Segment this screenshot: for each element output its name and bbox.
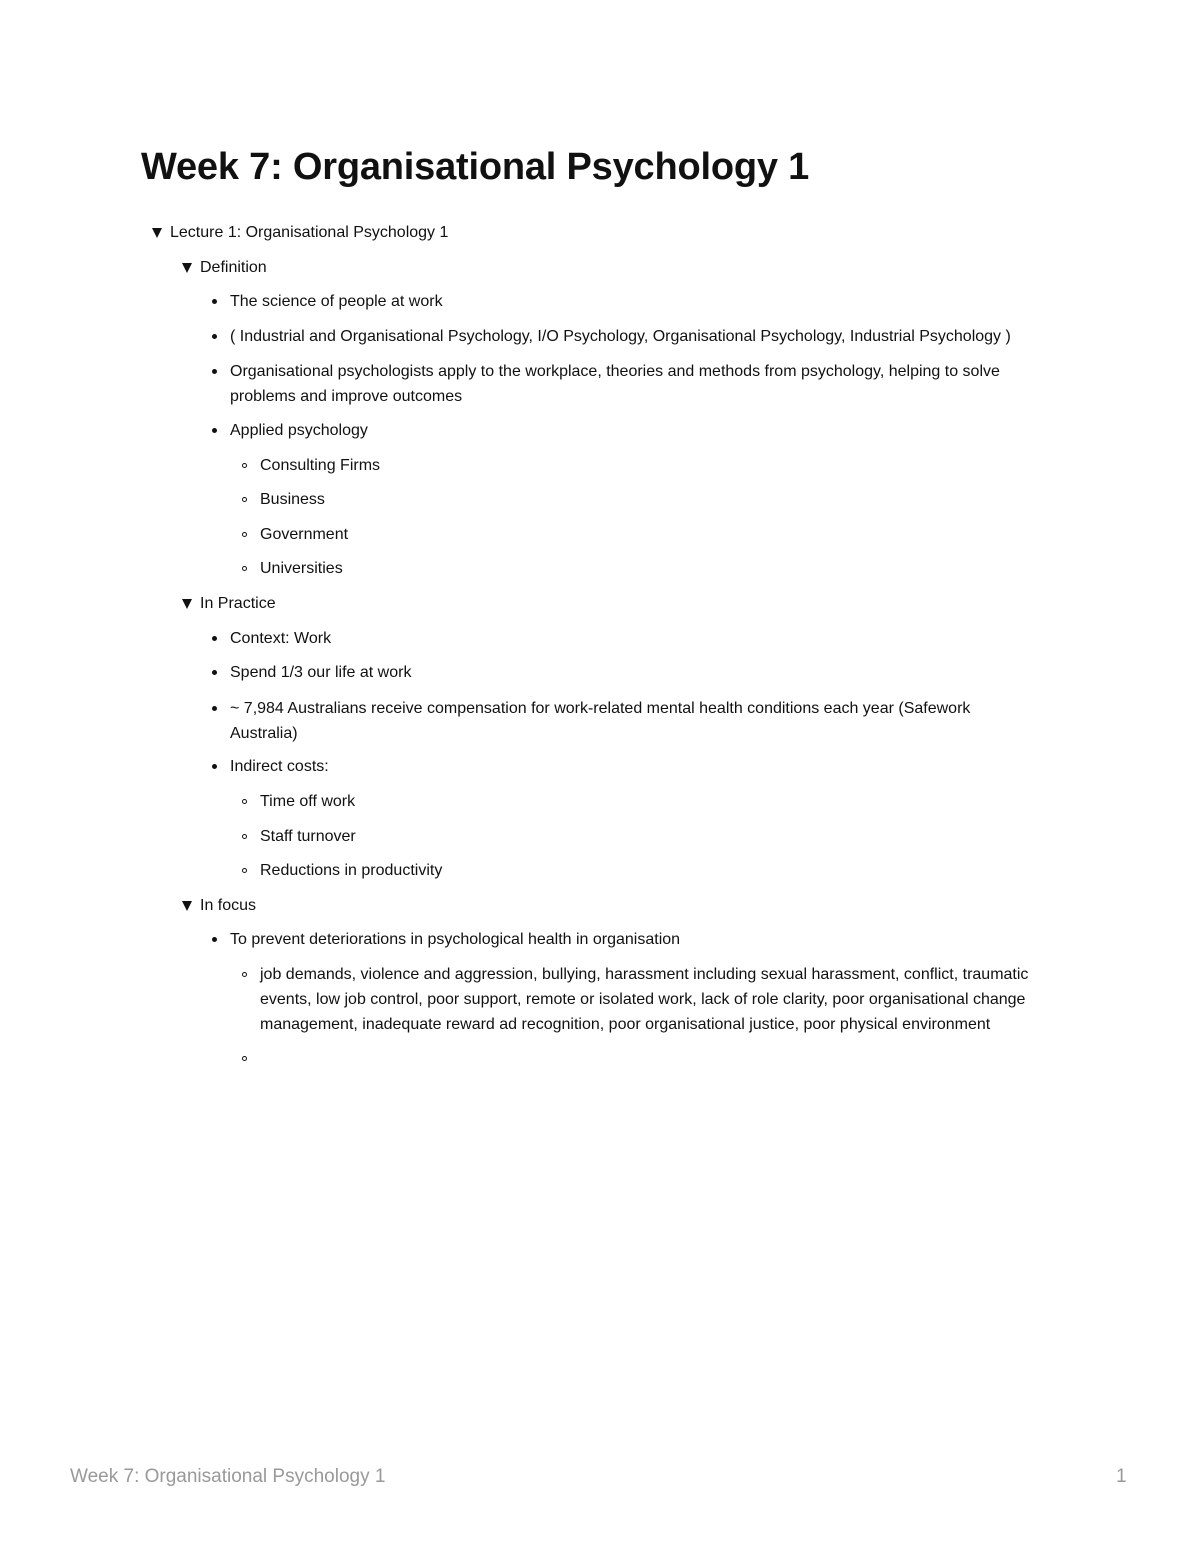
- list-item: Time off work: [242, 789, 1022, 814]
- circle-bullet-icon: [242, 834, 247, 839]
- toggle-in-focus[interactable]: [182, 893, 256, 918]
- circle-bullet-icon: [242, 532, 247, 537]
- list-item: The science of people at work: [212, 289, 1032, 314]
- circle-bullet-icon: [242, 868, 247, 873]
- disc-bullet-icon: [212, 428, 217, 433]
- toggle-in-practice[interactable]: [182, 591, 276, 616]
- circle-bullet-icon: [242, 463, 247, 468]
- list-item: ~ 7,984 Australians receive compensation for work-related mental health conditions each year (Safework Australia): [212, 696, 1012, 746]
- toggle-lecture-1[interactable]: [152, 220, 448, 245]
- triangle-down-icon[interactable]: [182, 901, 192, 911]
- toggle-label: Definition: [200, 259, 267, 276]
- list-item: Organisational psychologists apply to the workplace, theories and methods from psychology, helping to solve problems and improve outcomes: [212, 359, 1032, 409]
- list-item: [242, 1046, 1022, 1071]
- list-item: Spend 1/3 our life at work: [212, 660, 1032, 685]
- list-item: To prevent deteriorations in psychological health in organisation: [212, 927, 1032, 952]
- list-item: ( Industrial and Organisational Psychology, I/O Psychology, Organisational Psychology, Industrial Psychology ): [212, 324, 1052, 349]
- list-item: Staff turnover: [242, 824, 1022, 849]
- disc-bullet-icon: [212, 334, 217, 339]
- toggle-label: In focus: [200, 897, 257, 914]
- disc-bullet-icon: [212, 706, 217, 711]
- circle-bullet-icon: [242, 1056, 247, 1061]
- disc-bullet-icon: [212, 636, 217, 641]
- list-item: Business: [242, 487, 1022, 512]
- list-item: Consulting Firms: [242, 453, 1022, 478]
- list-item: Reductions in productivity: [242, 858, 1022, 883]
- page-number: 1: [1116, 1466, 1127, 1487]
- triangle-down-icon[interactable]: [182, 263, 192, 273]
- disc-bullet-icon: [212, 670, 217, 675]
- footer-title: Week 7: Organisational Psychology 1: [70, 1466, 386, 1487]
- list-item: Universities: [242, 556, 1022, 581]
- circle-bullet-icon: [242, 497, 247, 502]
- disc-bullet-icon: [212, 299, 217, 304]
- disc-bullet-icon: [212, 369, 217, 374]
- toggle-label: Lecture 1: Organisational Psychology 1: [170, 224, 449, 241]
- circle-bullet-icon: [242, 799, 247, 804]
- list-item: job demands, violence and aggression, bullying, harassment including sexual harassment, conflict, traumatic events, low job control, poor support, remote or isolated work, lack of role clarity, poor organisational change management, inadequate reward ad recognition, poor organisational justice, poor physical environment: [242, 962, 1062, 1037]
- triangle-down-icon[interactable]: [152, 228, 162, 238]
- list-item: Applied psychology: [212, 418, 1032, 443]
- toggle-definition[interactable]: [182, 255, 267, 280]
- list-item: Context: Work: [212, 626, 1032, 651]
- toggle-label: In Practice: [200, 595, 276, 612]
- disc-bullet-icon: [212, 764, 217, 769]
- list-item: Government: [242, 522, 1022, 547]
- list-item: Indirect costs:: [212, 754, 1032, 779]
- circle-bullet-icon: [242, 972, 247, 977]
- page-title: Week 7: Organisational Psychology 1: [141, 146, 810, 188]
- disc-bullet-icon: [212, 937, 217, 942]
- triangle-down-icon[interactable]: [182, 599, 192, 609]
- circle-bullet-icon: [242, 566, 247, 571]
